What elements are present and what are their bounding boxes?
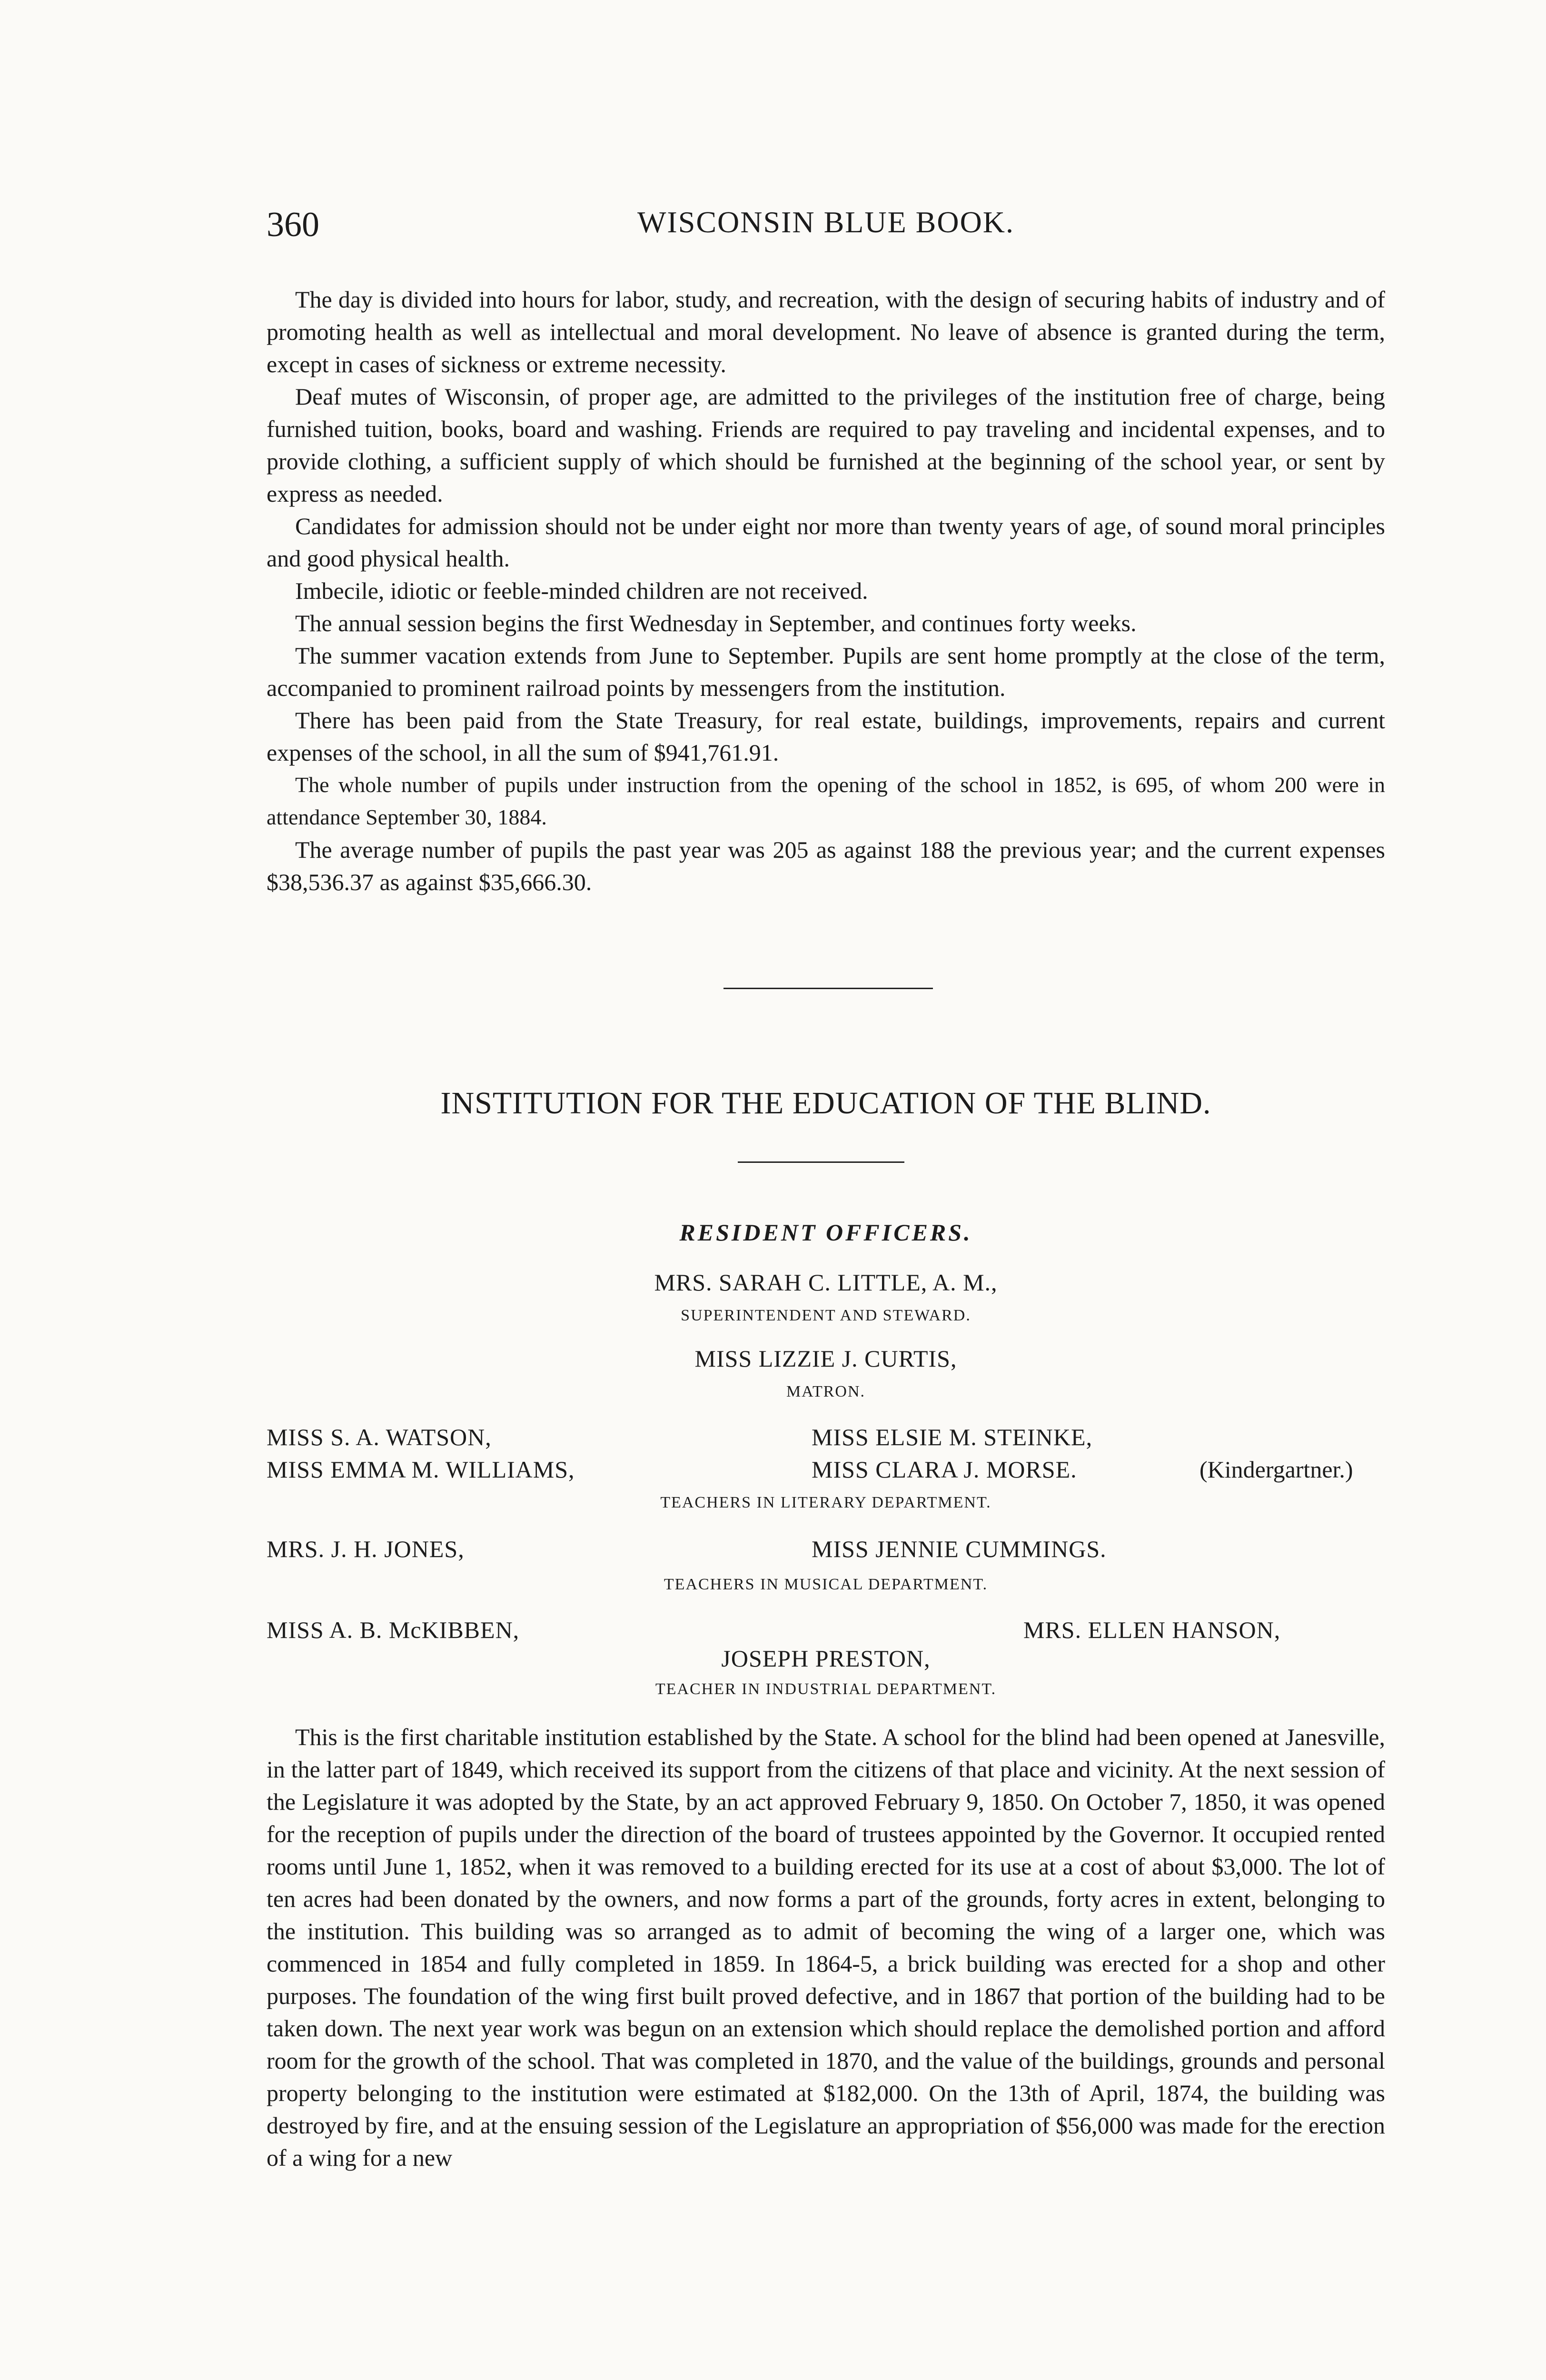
literary-department-caption: TEACHERS IN LITERARY DEPARTMENT.: [660, 1494, 991, 1511]
running-head: WISCONSIN BLUE BOOK.: [637, 205, 1014, 239]
teacher-name: MISS ELSIE M. STEINKE,: [812, 1424, 1093, 1450]
paragraph: The whole number of pupils under instruction from the opening of the school in 1852, is 695, of whom 200 were in attendance September 30, 1884.: [267, 773, 1385, 829]
teacher-name: JOSEPH PRESTON,: [721, 1645, 931, 1672]
paragraph: Deaf mutes of Wisconsin, of proper age, are admitted to the privileges of the institution free of charge, being furnished tuition, books, board and washing. Friends are required to pay traveling and incidental expenses, and to provide clothing, a sufficient supply of which should be furnished at the beginning of the school year, or sent by express as needed.: [267, 383, 1385, 507]
page-number: 360: [267, 205, 319, 244]
page-header: [267, 205, 1385, 252]
teacher-name: MISS JENNIE CUMMINGS.: [812, 1536, 1107, 1562]
matron-role: MATRON.: [786, 1383, 866, 1400]
paragraph: There has been paid from the State Treasury, for real estate, buildings, improvements, repairs and current expenses of the school, in all the sum of $941,761.91.: [267, 707, 1385, 766]
teacher-name: MISS CLARA J. MORSE.: [812, 1456, 1077, 1483]
paragraph: Imbecile, idiotic or feeble-minded children are not received.: [295, 577, 868, 604]
industrial-department-caption: TEACHER IN INDUSTRIAL DEPARTMENT.: [655, 1680, 997, 1698]
paragraph: The day is divided into hours for labor, study, and recreation, with the design of securing habits of industry and of promoting health as well as intellectual and moral development. No leave of absence is granted during the term, except in cases of sickness or extreme necessity.: [267, 286, 1385, 377]
paragraph: This is the first charitable institution established by the State. A school for the blind had been opened at Janesville, in the latter part of 1849, which received its support from the citizens of that place and vicinity. At the next session of the Legislature it was adopted by the State, by an act approved February 9, 1850. On October 7, 1850, it was opened for the reception of pupils under the direction of the board of trustees appointed by the Governor. It occupied rented rooms until June 1, 1852, when it was removed to a building erected for its use at a cost of about $3,000. The lot of ten acres had been donated by the owners, and now forms a part of the grounds, forty acres in extent, belonging to the institution. This building was so arranged as to admit of becoming the wing of a larger one, which was commenced in 1854 and fully completed in 1859. In 1864-5, a brick building was erected for a shop and other purposes. The foundation of the wing first built proved defective, and in 1867 that portion of the building had to be taken down. The next year work was begun on an extension which should replace the demolished portion and afford room for the growth of the school. That was completed in 1870, and the value of the buildings, grounds and personal property belonging to the institution were estimated at $182,000. On the 13th of April, 1874, the building was destroyed by fire, and at the ensuing session of the Legislature an appropriation of $56,000 was made for the erection of a wing for a new: [267, 1724, 1385, 2171]
teacher-name: MISS S. A. WATSON,: [267, 1424, 492, 1450]
section-title: INSTITUTION FOR THE EDUCATION OF THE BLIND.: [440, 1086, 1211, 1121]
section-divider: [723, 988, 933, 989]
teacher-name: MISS EMMA M. WILLIAMS,: [267, 1456, 575, 1483]
officers-heading: RESIDENT OFFICERS.: [679, 1219, 972, 1246]
teacher-name: MRS. J. H. JONES,: [267, 1536, 465, 1562]
teacher-name: MISS A. B. McKIBBEN,: [267, 1616, 520, 1643]
kindergartner-note: (Kindergartner.): [1199, 1456, 1353, 1483]
blind-institution-history: [267, 1721, 1385, 2174]
paragraph: Candidates for admission should not be under eight nor more than twenty years of age, of sound moral principles and good physical health.: [267, 513, 1385, 572]
superintendent-role: SUPERINTENDENT AND STEWARD.: [681, 1307, 971, 1324]
deaf-institution-text: [267, 283, 1385, 898]
paragraph: The average number of pupils the past year was 205 as against 188 the previous year; and the current expenses $38,536.37 as against $35,666.30.: [267, 836, 1385, 895]
teacher-name: MRS. ELLEN HANSON,: [1023, 1616, 1281, 1643]
paragraph: The annual session begins the first Wednesday in September, and continues forty weeks.: [295, 610, 1137, 636]
matron-name: MISS LIZZIE J. CURTIS,: [694, 1345, 957, 1372]
superintendent-name: MRS. SARAH C. LITTLE, A. M.,: [654, 1269, 998, 1296]
musical-department-caption: TEACHERS IN MUSICAL DEPARTMENT.: [664, 1576, 988, 1593]
paragraph: The summer vacation extends from June to September. Pupils are sent home promptly at the close of the term, accompanied to prominent railroad points by messengers from the institution.: [267, 642, 1385, 701]
title-underline: [738, 1161, 904, 1163]
